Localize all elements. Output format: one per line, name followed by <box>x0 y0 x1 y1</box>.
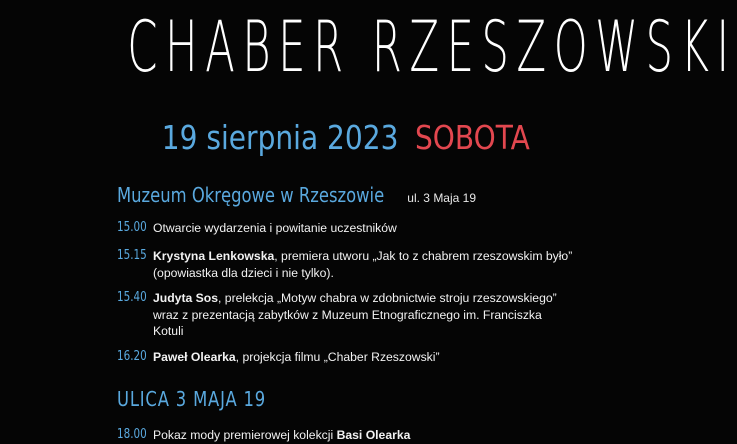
schedule-time: 18.00 <box>117 427 147 442</box>
schedule-description <box>153 220 573 237</box>
section-heading: ULICA 3 MAJA 19 <box>117 387 267 411</box>
schedule-text: , premiera utworu „Jak to z chabrem rzeszowskim było” (opowiastka dla dzieci i nie tylko). <box>153 249 573 280</box>
schedule-text: Otwarcie wydarzenia i powitanie uczestników <box>153 221 397 235</box>
venue-address: ul. 3 Maja 19 <box>407 191 477 205</box>
schedule-description <box>153 349 573 366</box>
schedule-time: 15.00 <box>117 220 147 235</box>
event-weekday: SOBOTA <box>414 118 530 157</box>
schedule-description <box>153 290 573 340</box>
schedule-description <box>153 427 573 444</box>
venue-name: Muzeum Okręgowe w Rzeszowie <box>117 183 385 207</box>
schedule-text: , prelekcja „Motyw chabra w zdobnictwie stroju rzeszowskiego” wraz z prezentacją zabytków z Muzeum Etnograficznego im. Franciszka Kotuli <box>153 291 557 338</box>
venue-heading <box>117 183 476 207</box>
schedule-text: , projekcja filmu „Chaber Rzeszowski” <box>235 350 440 364</box>
event-title: CHABER RZESZOWSKI <box>127 6 737 88</box>
schedule-text: Pokaz mody premierowej kolekcji <box>153 428 337 442</box>
schedule-description <box>153 248 573 281</box>
schedule-time: 15.40 <box>117 290 147 305</box>
schedule-time: 15.15 <box>117 248 147 263</box>
schedule-time: 16.20 <box>117 349 147 364</box>
event-date: 19 sierpnia 2023 <box>161 118 399 157</box>
speaker-name: Krystyna Lenkowska <box>153 249 275 263</box>
designer-name: Basi Olearka <box>336 428 411 442</box>
speaker-name: Judyta Sos <box>153 291 219 305</box>
speaker-name: Paweł Olearka <box>153 350 236 364</box>
date-line <box>0 118 670 158</box>
